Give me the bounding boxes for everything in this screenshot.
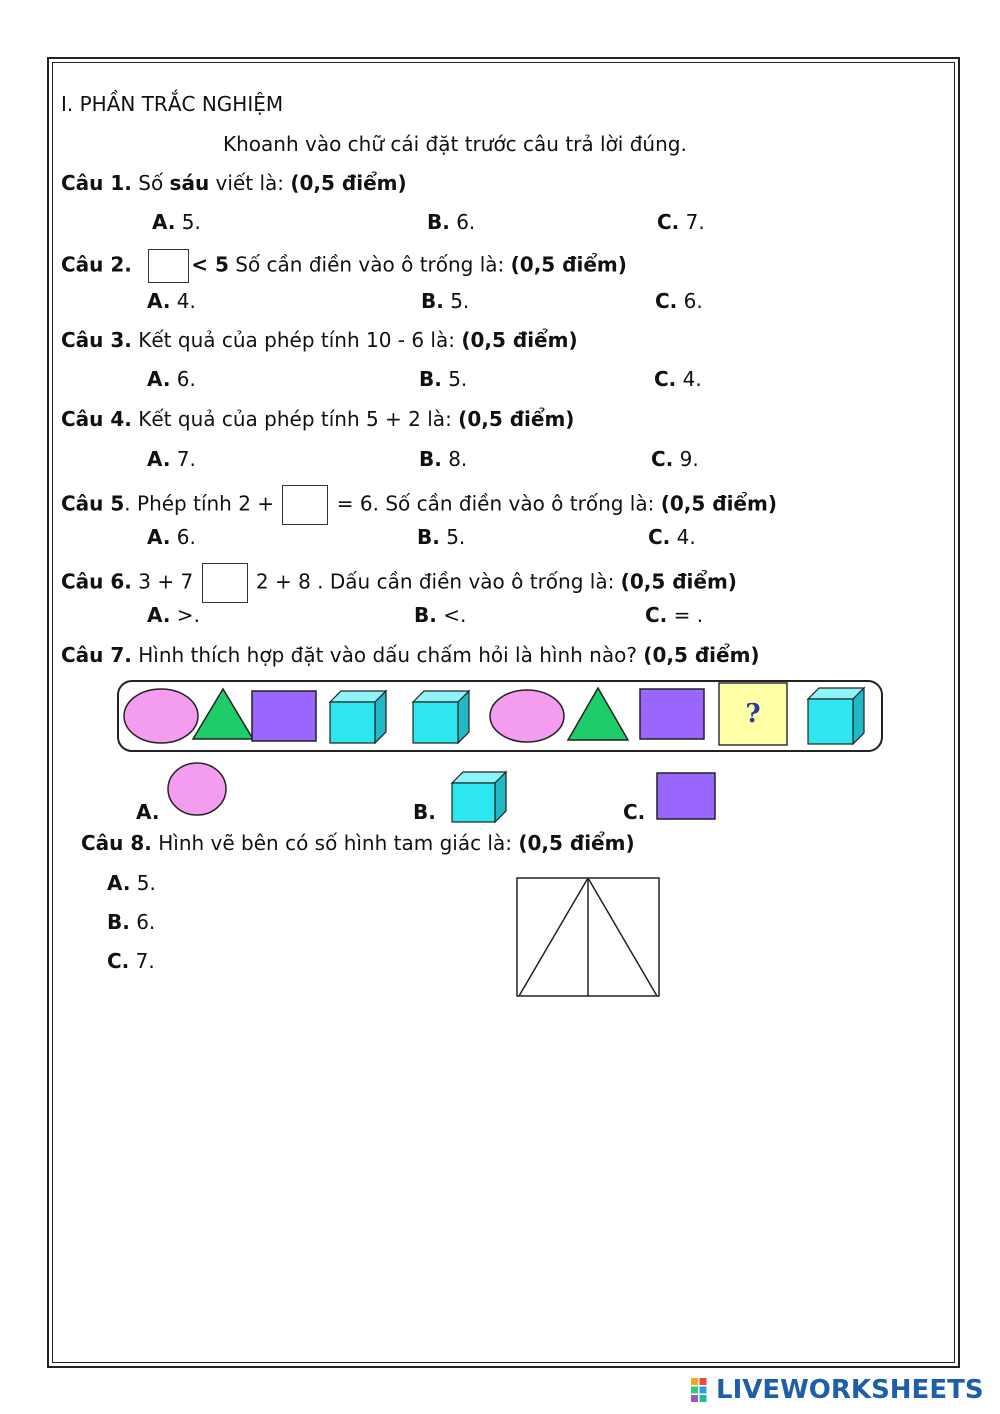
ellipse-shape: [168, 763, 226, 815]
option-b[interactable]: B. 5.: [417, 525, 466, 549]
square-shape: [657, 773, 715, 819]
question-label: Câu 5: [61, 491, 125, 516]
question-text: Số: [138, 171, 170, 195]
cube-shape: [330, 691, 386, 743]
option-a[interactable]: A. >.: [147, 603, 200, 627]
question-8: [81, 830, 635, 856]
option-c[interactable]: C.: [623, 800, 646, 824]
question-points: (0,5 điểm): [660, 491, 777, 516]
figure-right-diagonal: [588, 878, 657, 996]
figure-left-diagonal: [519, 878, 588, 996]
cube-front: [452, 783, 495, 822]
question-text-bold: sáu: [169, 171, 210, 195]
question-points: (0,5 điểm): [620, 569, 737, 594]
question-text: Kết quả của phép tính 5 + 2 là:: [131, 407, 459, 431]
logo-icon: [690, 1377, 716, 1403]
question-text: Kết quả của phép tính 10 - 6 là:: [131, 328, 462, 352]
question-points: (0,5 điểm): [461, 328, 578, 352]
question-label: Câu 8.: [81, 831, 152, 855]
option-a[interactable]: A.: [136, 800, 160, 824]
question-symbol: < 5: [191, 252, 229, 277]
instruction: Khoanh vào chữ cái đặt trước câu trả lời đúng.: [223, 132, 687, 156]
question-label: Câu 7.: [61, 643, 132, 667]
question-label: Câu 4.: [61, 407, 132, 431]
question-text: . Phép tính 2 +: [124, 491, 281, 516]
question-points: (0,5 điểm): [458, 407, 575, 431]
option-c[interactable]: C. 6.: [655, 289, 703, 313]
cube-shape: [413, 691, 469, 743]
option-c[interactable]: C. 4.: [648, 525, 696, 549]
question-text: = 6. Số cần điền vào ô trống là:: [330, 491, 661, 516]
question-label: Câu 6.: [61, 569, 132, 594]
question-label: Câu 1.: [61, 171, 132, 195]
option-a[interactable]: A. 6.: [147, 525, 196, 549]
option-c[interactable]: C. 7.: [107, 949, 155, 973]
cube-front: [808, 699, 853, 744]
question-points: (0,5 điểm): [643, 643, 760, 667]
question-label: Câu 2.: [61, 252, 132, 277]
option-b[interactable]: B. 8.: [419, 447, 468, 471]
question-points: (0,5 điểm): [290, 171, 407, 195]
option-b[interactable]: B. 5.: [421, 289, 470, 313]
question-text: Hình vẽ bên có số hình tam giác là:: [151, 831, 519, 855]
option-c[interactable]: C. 9.: [651, 447, 699, 471]
question-text: 3 + 7: [131, 569, 200, 594]
question-text: viết là:: [209, 171, 291, 195]
option-b[interactable]: B. <.: [414, 603, 467, 627]
option-a[interactable]: A. 7.: [147, 447, 196, 471]
logo-text: LIVEWORKSHEETS: [716, 1375, 984, 1405]
square-shape: [640, 689, 704, 739]
cube-front: [330, 702, 375, 743]
option-c[interactable]: C. = .: [645, 603, 704, 627]
question-points: (0,5 điểm): [510, 252, 627, 277]
option-c[interactable]: C. 7.: [657, 210, 705, 234]
triangle-shape: [193, 689, 253, 739]
option-b[interactable]: B. 6.: [427, 210, 476, 234]
triangle-figure: [517, 878, 659, 996]
cube-front: [413, 702, 458, 743]
triangle-shape: [568, 688, 628, 740]
question-text: Hình thích hợp đặt vào dấu chấm hỏi là hình nào?: [131, 643, 644, 667]
option-a[interactable]: A. 5.: [107, 871, 156, 895]
ellipse-shape: [490, 690, 564, 742]
question-points: (0,5 điểm): [518, 831, 635, 855]
question-label: Câu 3.: [61, 328, 132, 352]
option-a[interactable]: A. 4.: [147, 289, 196, 313]
option-a[interactable]: A. 5.: [152, 210, 201, 234]
option-b[interactable]: B. 6.: [107, 910, 156, 934]
question-text: 2 + 8 . Dấu cần điền vào ô trống là:: [249, 569, 621, 594]
question-mark: ?: [745, 699, 761, 729]
option-c[interactable]: C. 4.: [654, 367, 702, 391]
cube-shape: [808, 688, 864, 744]
option-b[interactable]: B.: [413, 800, 436, 824]
section-title: I. PHẦN TRẮC NGHIỆM: [61, 92, 284, 116]
question-text: Số cần điền vào ô trống là:: [228, 252, 511, 277]
option-a[interactable]: A. 6.: [147, 367, 196, 391]
square-shape: [252, 691, 316, 741]
option-b[interactable]: B. 5.: [419, 367, 468, 391]
liveworksheets-logo: [690, 1376, 984, 1404]
cube-shape: [452, 772, 506, 822]
ellipse-shape: [124, 689, 198, 743]
